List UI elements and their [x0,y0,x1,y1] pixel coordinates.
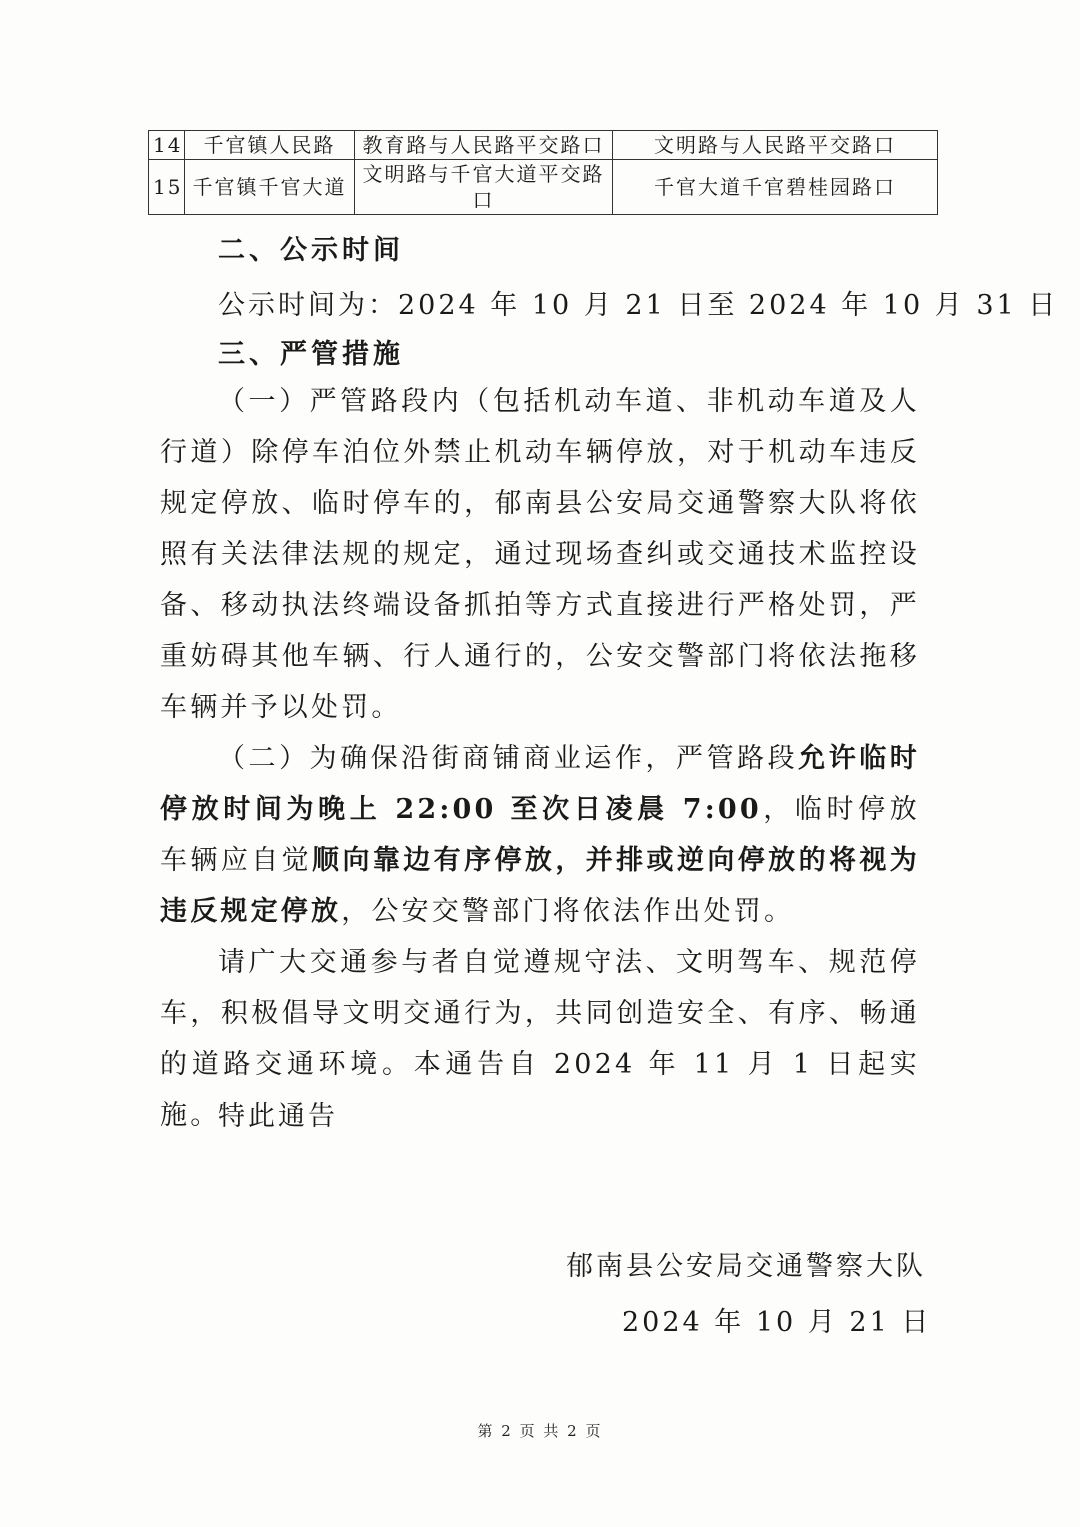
signature-date: 2024 年 10 月 21 日 [622,1307,932,1338]
road-name: 千官镇人民路 [185,131,355,160]
para2-text-c: ，公安交警部门将依法作出处罚。 [341,896,795,927]
measures-paragraph-1: （一）严管路段内（包括机动车道、非机动车道及人行道）除停车泊位外禁止机动车辆停放，对于机动车违反规定停放、临时停车的，郁南县公安局交通警察大队将依照有关法律法规的规定，通过现场查纠或交通技术监控设备、移动执法终端设备抓拍等方式直接进行严格处罚，严重妨碍其他车辆、行人通行的，公安交警部门将依法拖移车辆并予以处罚。 [160,386,920,723]
table-row [149,131,938,160]
end-point: 文明路与人民路平交路口 [613,131,938,160]
signature-org: 郁南县公安局交通警察大队 [566,1251,926,1282]
row-number: 14 [149,131,185,160]
row-number: 15 [149,160,185,215]
start-point: 文明路与千官大道平交路口 [355,160,613,215]
road-name: 千官镇千官大道 [185,160,355,215]
table-row [149,160,938,215]
closing-paragraph: 请广大交通参与者自觉遵规守法、文明驾车、规范停车，积极倡导文明交通行为，共同创造安全、有序、畅通的道路交通环境。本通告自 2024 年 11 月 1 日起实施。 [160,947,920,1131]
para2-text-b: ，临时停放车辆应自觉 [160,794,920,876]
para2-bold-a: 允许临时停放时间为晚上 22:00 至次日凌晨 7:00 [160,743,920,825]
para2-text-a: （二）为确保沿街商铺商业运作，严管路段 [218,743,799,774]
publicity-period-text: 公示时间为：2024 年 10 月 21 日至 2024 年 10 月 31 日 [218,290,1059,321]
page-footer: 第 2 页 共 2 页 [477,1422,603,1440]
section-heading-measures: 三、严管措施 [218,339,404,370]
measures-paragraph-2 [160,733,920,937]
closing-tail: 特此通告 [218,1101,338,1132]
para2-bold-b: 顺向靠边有序停放，并排或逆向停放的将视为违反规定停放 [160,845,921,927]
road-table [148,130,938,215]
start-point: 教育路与人民路平交路口 [355,131,613,160]
end-point: 千官大道千官碧桂园路口 [613,160,938,215]
section-heading-publicity-period: 二、公示时间 [218,235,404,266]
